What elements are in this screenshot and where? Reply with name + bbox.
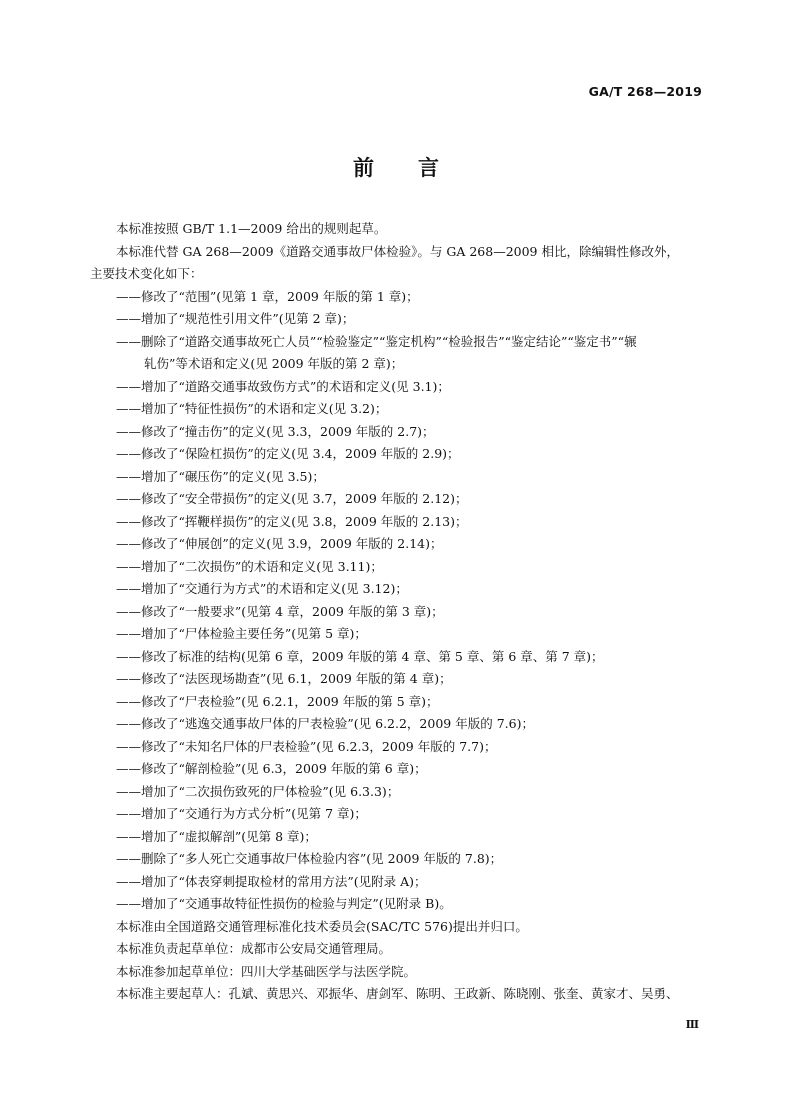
body-paragraph-line: 本标准主要起草人：孔斌、黄思兴、邓振华、唐剑军、陈明、王政新、陈晓刚、张奎、黄家才、吴勇、 bbox=[116, 986, 679, 1001]
change-list-item: ——修改了“伸展创”的定义(见 3.9，2009 年版的 2.14)； bbox=[116, 536, 443, 551]
body-paragraph-line: 本标准负责起草单位：成都市公安局交通管理局。 bbox=[116, 941, 392, 956]
change-list-item: ——修改了“法医现场勘查”(见 6.1，2009 年版的第 4 章)； bbox=[116, 671, 452, 686]
change-list-item: ——修改了“尸表检验”(见 6.2.1，2009 年版的第 5 章)； bbox=[116, 693, 439, 709]
change-list-item: ——增加了“交通行为方式分析”(见第 7 章)； bbox=[116, 806, 367, 821]
change-list-item: ——增加了“特征性损伤”的术语和定义(见 3.2)； bbox=[116, 401, 388, 416]
change-list-item: ——增加了“体表穿刺提取检材的常用方法”(见附录 A)； bbox=[116, 873, 427, 889]
change-list-item: ——增加了“二次损伤”的术语和定义(见 3.11)； bbox=[116, 558, 383, 574]
standard-code: GA/T 268—2019 bbox=[588, 84, 702, 99]
body-paragraph-line: 本标准按照 GB/T 1.1—2009 给出的规则起草。 bbox=[116, 221, 387, 236]
change-list-item: ——增加了“二次损伤致死的尸体检验”(见 6.3.3)； bbox=[116, 783, 400, 799]
change-list-item: ——修改了“解剖检验”(见 6.3，2009 年版的第 6 章)； bbox=[116, 761, 427, 776]
change-list-item: ——修改了“逃逸交通事故尸体的尸表检验”(见 6.2.2，2009 年版的 7.6)； bbox=[116, 716, 534, 731]
change-list-item: ——修改了“范围”(见第 1 章，2009 年版的第 1 章)； bbox=[116, 288, 419, 304]
change-list-item: ——修改了“一般要求”(见第 4 章，2009 年版的第 3 章)； bbox=[116, 603, 444, 619]
change-list-item: ——增加了“碾压伤”的定义(见 3.5)； bbox=[116, 468, 325, 484]
page-number: Ⅲ bbox=[685, 1018, 699, 1031]
change-list-item: ——增加了“规范性引用文件”(见第 2 章)； bbox=[116, 311, 355, 326]
change-list-item: ——删除了“道路交通事故死亡人员”“检验鉴定”“鉴定机构”“检验报告”“鉴定结论”“鉴定书”“辗 bbox=[116, 333, 637, 349]
change-list-item: ——修改了“保险杠损伤”的定义(见 3.4，2009 年版的 2.9)； bbox=[116, 446, 460, 461]
change-list-item: ——增加了“道路交通事故致伤方式”的术语和定义(见 3.1)； bbox=[116, 378, 450, 394]
page-title: 前言 bbox=[353, 155, 483, 180]
change-list-item: ——修改了“未知名尸体的尸表检验”(见 6.2.3，2009 年版的 7.7)； bbox=[116, 738, 497, 754]
foreword-body bbox=[90, 218, 702, 1006]
change-list-item: ——修改了标准的结构(见第 6 章，2009 年版的第 4 章、第 5 章、第 6 章、第 7 章)； bbox=[116, 648, 604, 664]
body-paragraph-line: 本标准参加起草单位：四川大学基础医学与法医学院。 bbox=[116, 963, 417, 979]
change-list-item: ——修改了“挥鞭样损伤”的定义(见 3.8，2009 年版的 2.13)； bbox=[116, 513, 468, 529]
body-paragraph-line: 本标准代替 GA 268—2009《道路交通事故尸体检验》。与 GA 268—2009 相比，除编辑性修改外， bbox=[116, 243, 679, 259]
change-list-item: ——增加了“虚拟解剖”(见第 8 章)； bbox=[116, 828, 317, 844]
change-list-item: ——增加了“交通事故特征性损伤的检验与判定”(见附录 B)。 bbox=[116, 896, 452, 911]
change-list-item: ——修改了“撞击伤”的定义(见 3.3，2009 年版的 2.7)； bbox=[116, 423, 435, 439]
change-list-item: ——删除了“多人死亡交通事故尸体检验内容”(见 2009 年版的 7.8)； bbox=[116, 851, 503, 866]
body-paragraph-line: 主要技术变化如下： bbox=[90, 266, 203, 281]
change-list-item-continuation: 轧伤”等术语和定义(见 2009 年版的第 2 章)； bbox=[144, 356, 404, 371]
change-list-item: ——修改了“安全带损伤”的定义(见 3.7，2009 年版的 2.12)； bbox=[116, 491, 468, 506]
change-list-item: ——增加了“交通行为方式”的术语和定义(见 3.12)； bbox=[116, 581, 408, 596]
change-list-item: ——增加了“尸体检验主要任务”(见第 5 章)； bbox=[116, 626, 367, 641]
body-paragraph-line: 本标准由全国道路交通管理标准化技术委员会(SAC/TC 576)提出并归口。 bbox=[116, 918, 528, 934]
